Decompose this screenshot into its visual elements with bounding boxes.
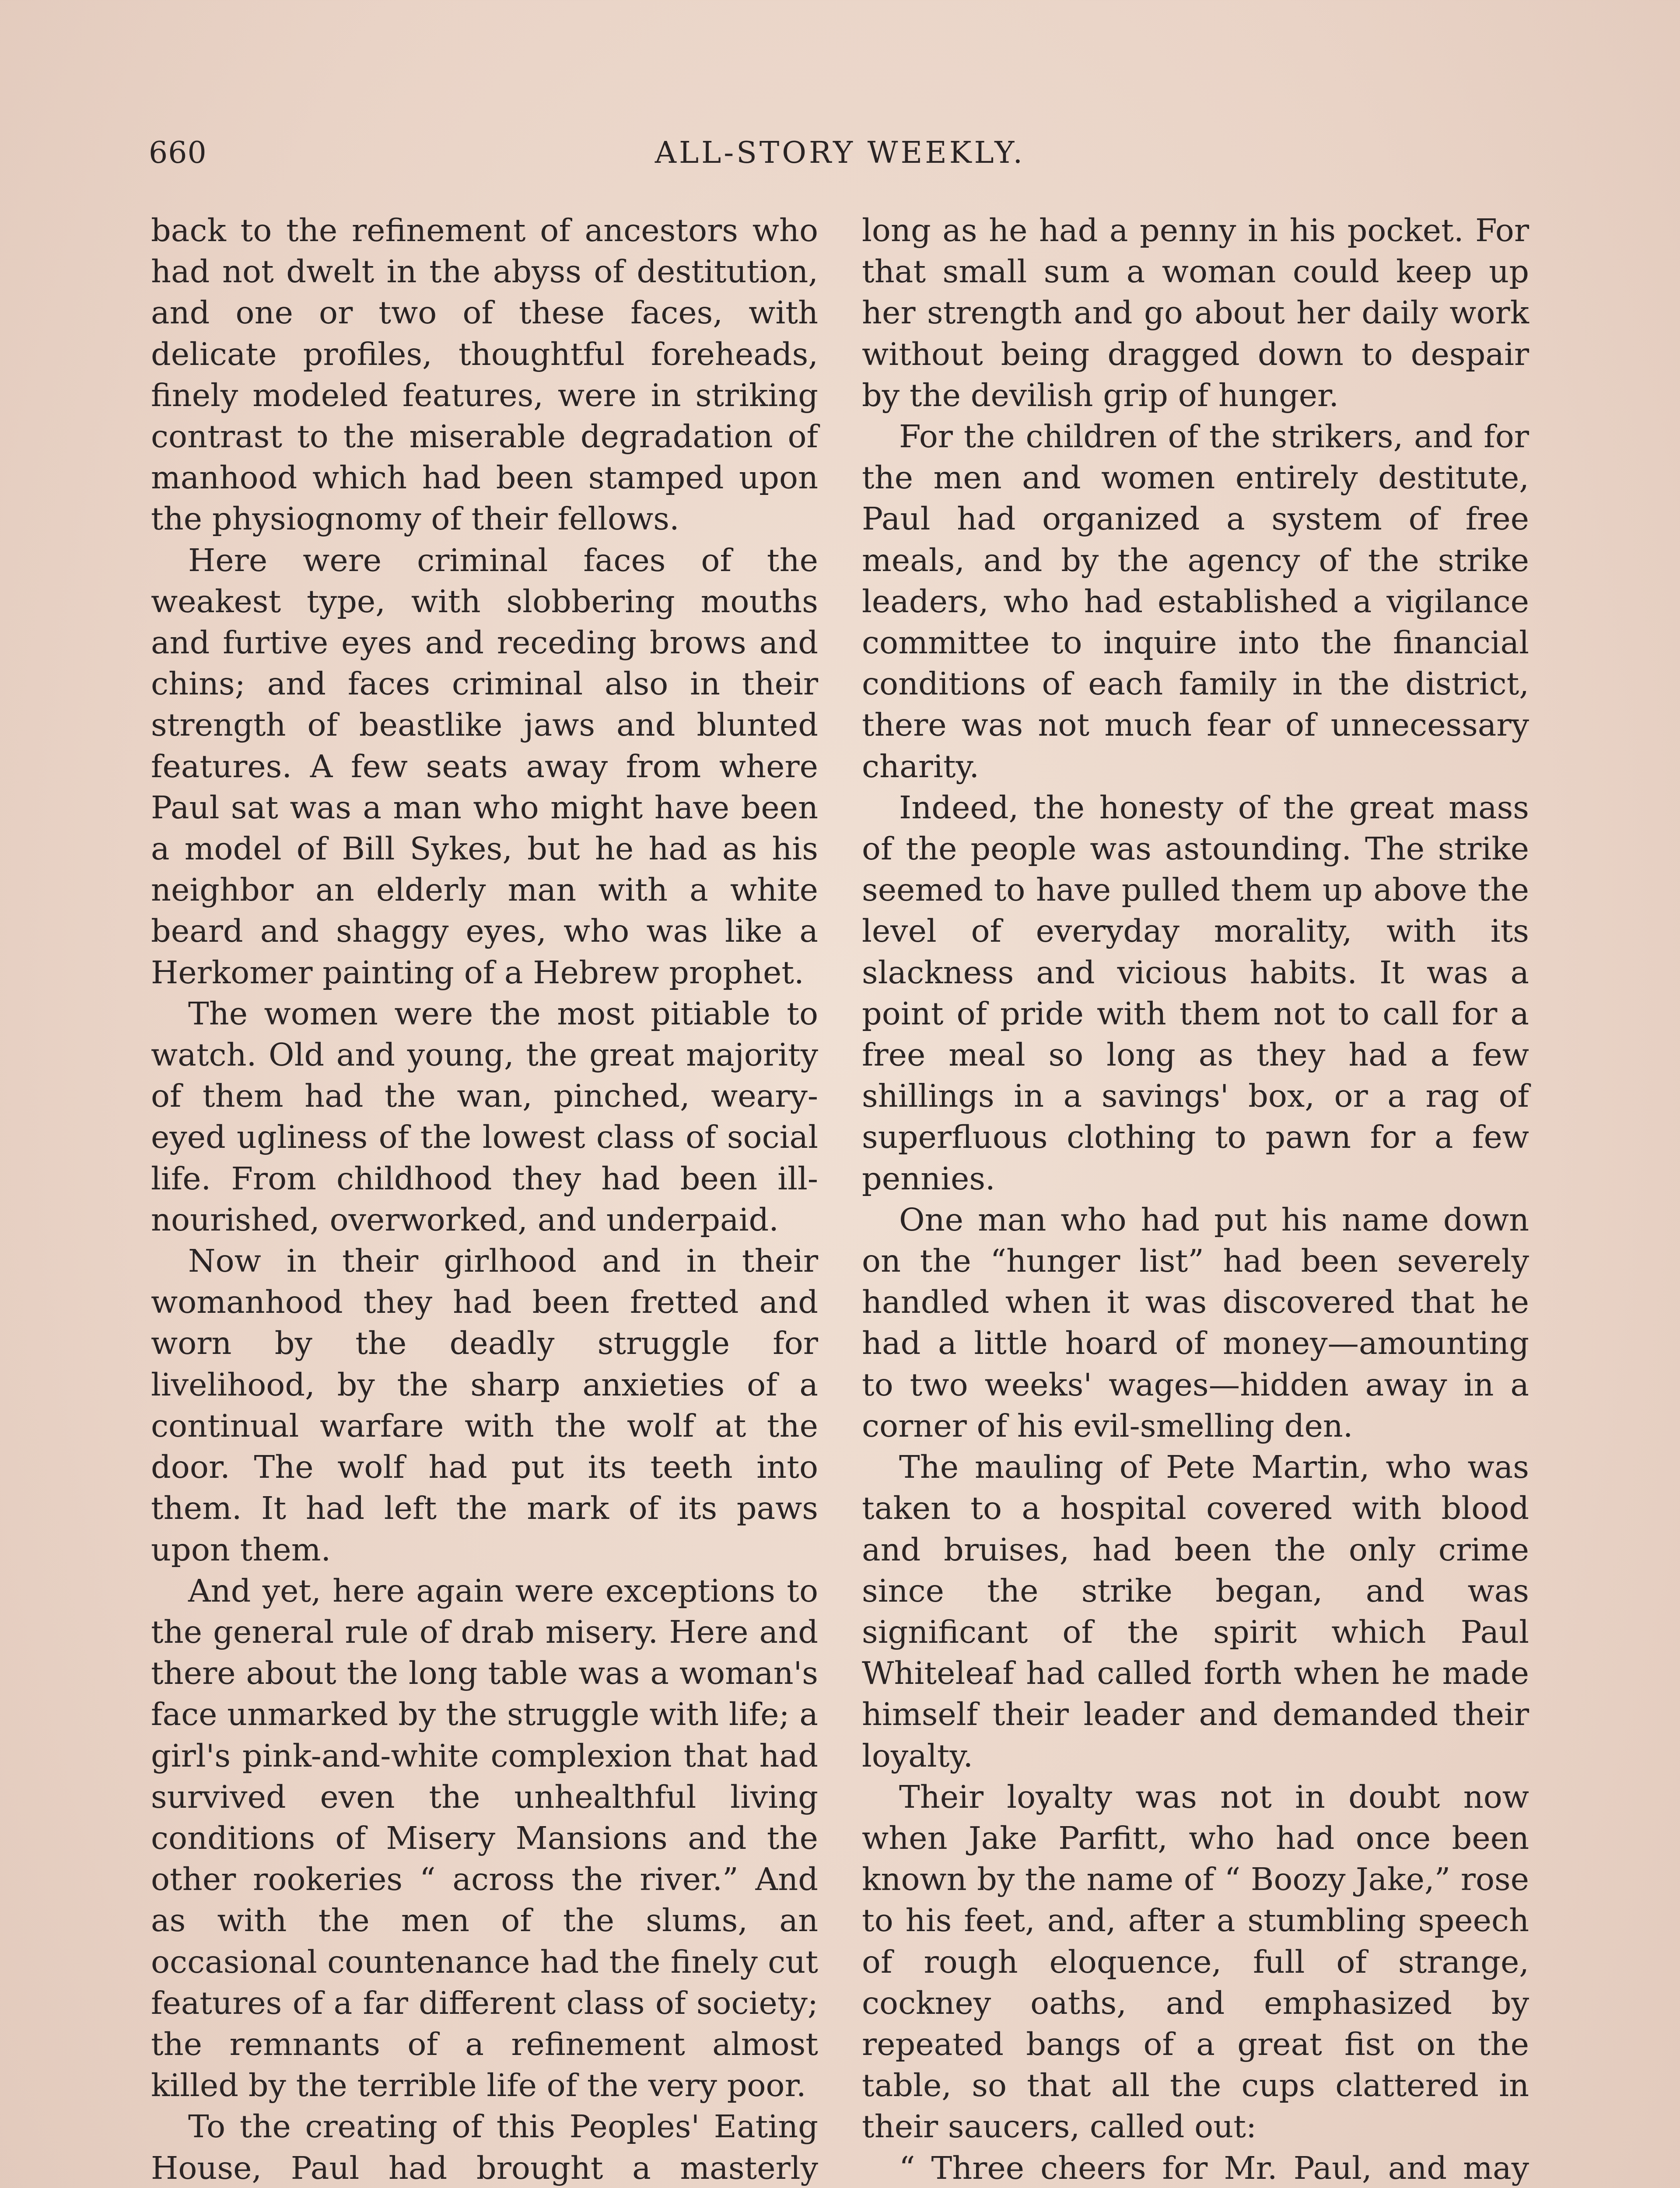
- paragraph: Here were criminal faces of the weakest type, with slobbering mouths and furtive eyes and receding brows and chins; and faces criminal also in their strength of beastlike jaws and blunted features. A few seats away from where Paul sat was a man who might have been a model of Bill Sykes, but he had as his neighbor an elderly man with a white beard and shaggy eyes, who was like a Herkomer painting of a Hebrew prophet.: [151, 542, 818, 991]
- paragraph: One man who had put his name down on the “hunger list” had been severely handled when it was discovered that he had a little hoard of money—amounting to two weeks' wages—hidden away in a corner of his evil-smelling den.: [862, 1201, 1529, 1444]
- paragraph: Now in their girlhood and in their womanhood they had been fretted and worn by the deadly struggle for livelihood, by the sharp anxieties of a continual warfare with the wolf at the door. The wolf had put its teeth into them. It had left the mark of its paws upon them.: [151, 1243, 818, 1568]
- paragraph: The women were the most pitiable to watch. Old and young, the great majority of them had the wan, pinched, weary-eyed ugliness of the lowest class of social life. From childhood they had been ill-nourished, overworked, and underpaid.: [151, 995, 818, 1238]
- paragraph: To the creating of this Peoples' Eating House, Paul had brought a masterly: [151, 2108, 818, 2186]
- right-column: [862, 210, 1529, 2188]
- paragraph: The mauling of Pete Martin, who was taken to a hospital covered with blood and bruises, had been the only crime since the strike began, and was significant of the spirit which Paul Whiteleaf had called forth when he made himself their leader and demanded their loyalty.: [862, 1449, 1529, 1774]
- running-head: ALL-STORY WEEKLY.: [654, 136, 1026, 170]
- paragraph: back to the refinement of ancestors who had not dwelt in the abyss of destitution, and one or two of these faces, with delicate profiles, thoughtful foreheads, finely modeled features, were in striking contrast to the miserable degradation of manhood which had been stamped upon the physiognomy of their fellows.: [151, 212, 818, 537]
- left-column: [151, 210, 818, 2188]
- page-number: 660: [149, 136, 207, 170]
- paragraph: long as he had a penny in his pocket. For that small sum a woman could keep up her strength and go about her daily work without being dragged down to despair by the devilish grip of hunger.: [862, 212, 1529, 414]
- paragraph: “ Three cheers for Mr. Paul, and may: [899, 2149, 1529, 2186]
- paragraph: And yet, here again were exceptions to the general rule of drab misery. Here and there about the long table was a woman's face unmarked by the struggle with life; a girl's pink-and-white complexion that had survived even the unhealthful living conditions of Misery Mansions and the other rookeries “ across the river.” And as with the men of the slums, an occasional countenance had the finely cut features of a far different class of society; the remnants of a refinement almost killed by the terrible life of the very poor.: [151, 1572, 818, 2104]
- paragraph: For the children of the strikers, and for the men and women entirely destitute, Paul had organized a system of free meals, and by the agency of the strike leaders, who had established a vigilance committee to inquire into the financial conditions of each family in the district, there was not much fear of unnecessary charity.: [862, 418, 1529, 785]
- paragraph: Their loyalty was not in doubt now when Jake Parfitt, who had once been known by the name of “ Boozy Jake,” rose to his feet, and, after a stumbling speech of rough eloquence, full of strange, cockney oaths, and emphasized by repeated bangs of a great fist on the table, so that all the cups clattered in their saucers, called out:: [862, 1778, 1529, 2145]
- paragraph: Indeed, the honesty of the great mass of the people was astounding. The strike seemed to have pulled them up above the level of everyday morality, with its slackness and vicious habits. It was a point of pride with them not to call for a free meal so long as they had a few shillings in a savings' box, or a rag of superfluous clothing to pawn for a few pennies.: [862, 789, 1529, 1197]
